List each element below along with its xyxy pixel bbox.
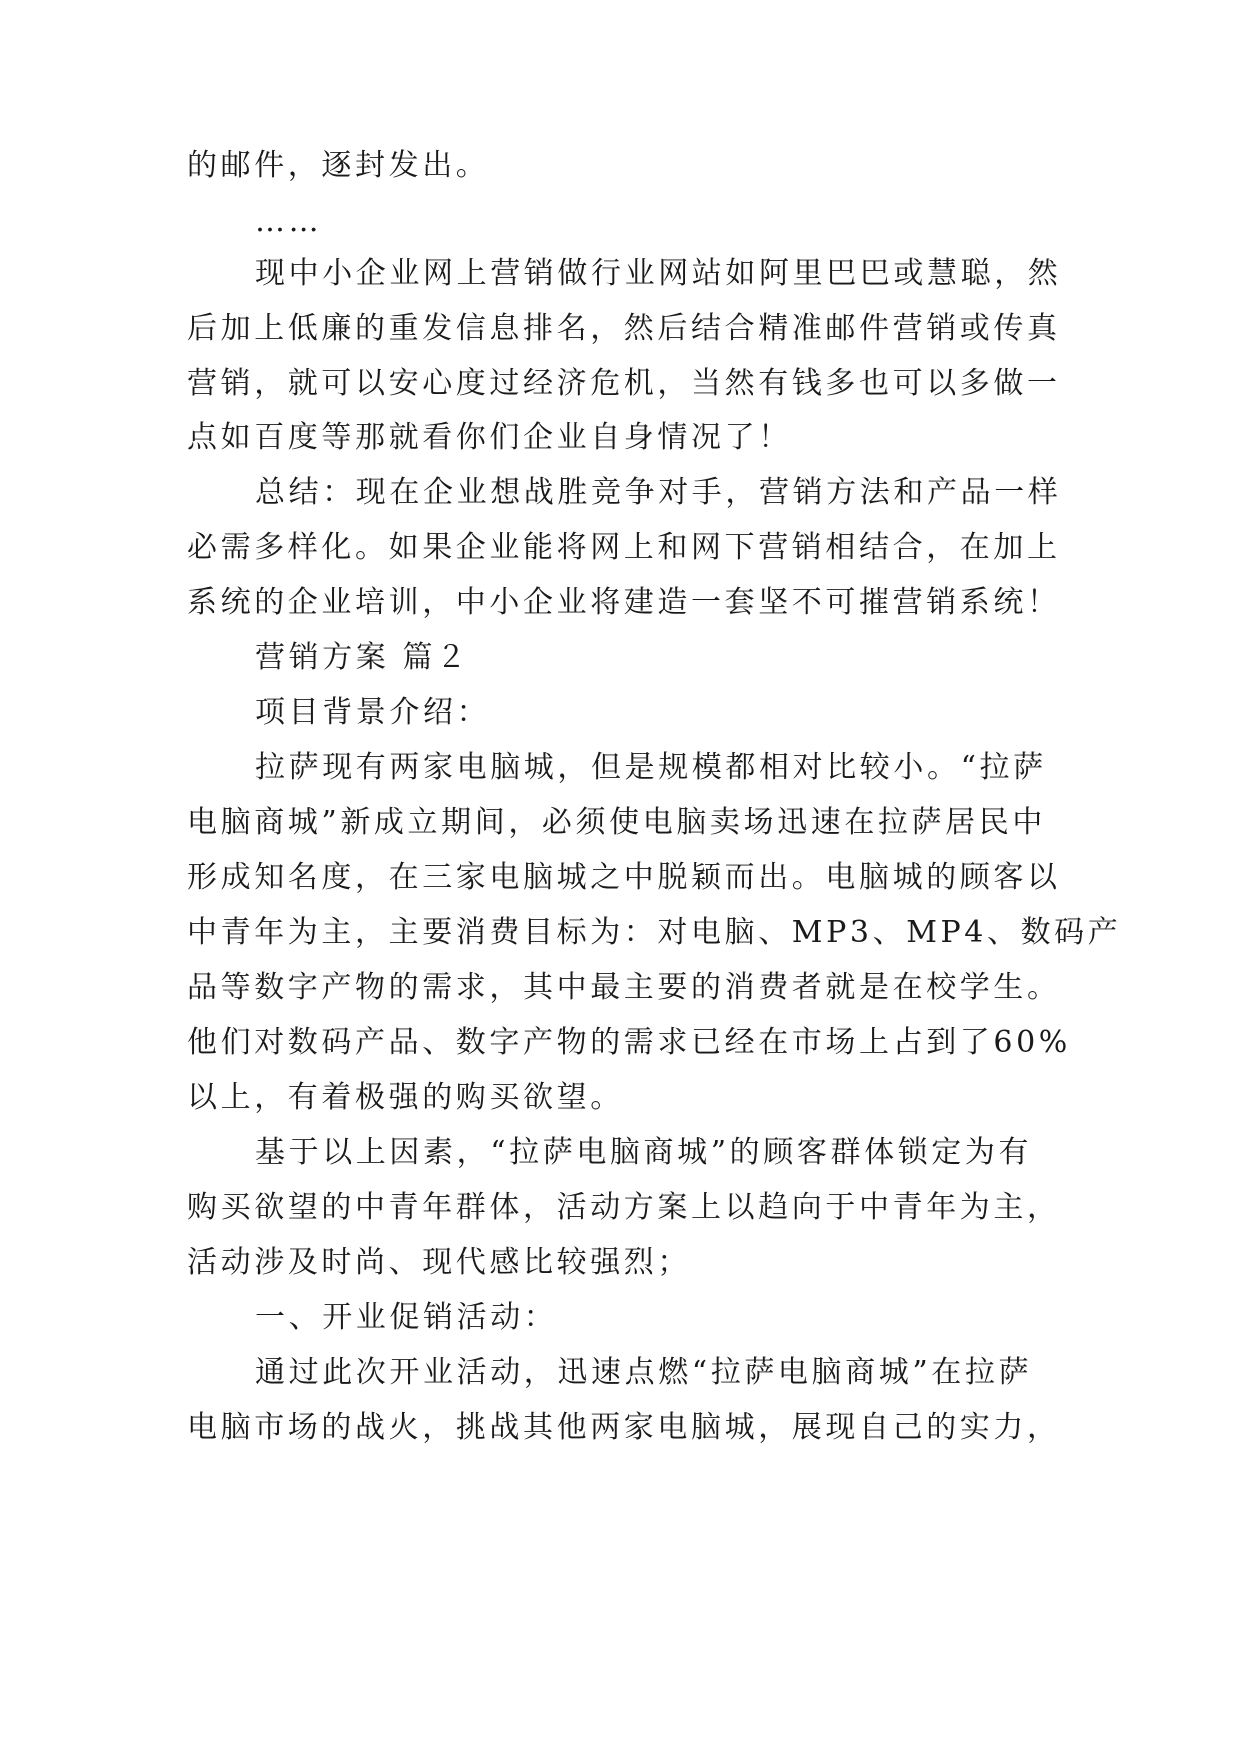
list-heading: 一、开业促销活动： — [255, 1300, 558, 1335]
section-heading: 营销方案 篇２ — [255, 640, 470, 675]
text-line: 总结：现在企业想战胜竞争对手，营销方法和产品一样 — [255, 475, 1062, 510]
text-line: 必需多样化。如果企业能将网上和网下营销相结合，在加上 — [187, 530, 1061, 565]
text-line: 的邮件，逐封发出。 — [187, 148, 490, 183]
text-line: 活动涉及时尚、现代感比较强烈； — [187, 1245, 691, 1280]
text-line: 基于以上因素，“拉萨电脑商城”的顾客群体锁定为有 — [255, 1135, 1033, 1170]
subsection-heading: 项目背景介绍： — [255, 695, 491, 730]
text-line: 电脑商城”新成立期间，必须使电脑卖场迅速在拉萨居民中 — [187, 805, 1046, 840]
text-line: 系统的企业培训，中小企业将建造一套坚不可摧营销系统！ — [187, 585, 1061, 620]
text-line: 点如百度等那就看你们企业自身情况了！ — [187, 420, 792, 455]
text-line: 电脑市场的战火，挑战其他两家电脑城，展现自己的实力， — [187, 1410, 1061, 1445]
text-line: 拉萨现有两家电脑城，但是规模都相对比较小。“拉萨 — [255, 750, 1047, 785]
text-line: 现中小企业网上营销做行业网站如阿里巴巴或慧聪，然 — [255, 256, 1062, 291]
text-line: 购买欲望的中青年群体，活动方案上以趋向于中青年为主， — [187, 1190, 1061, 1225]
text-line: 品等数字产物的需求，其中最主要的消费者就是在校学生。 — [187, 970, 1061, 1005]
text-line: 通过此次开业活动，迅速点燃“拉萨电脑商城”在拉萨 — [255, 1355, 1033, 1390]
text-line: 后加上低廉的重发信息排名，然后结合精准邮件营销或传真 — [187, 311, 1061, 346]
text-line: 中青年为主，主要消费目标为：对电脑、MP3、MP4、数码产 — [187, 915, 1122, 950]
text-line: 营销，就可以安心度过经济危机，当然有钱多也可以多做一 — [187, 366, 1061, 401]
text-line: 以上，有着极强的购买欲望。 — [187, 1080, 624, 1115]
ellipsis-line: …… — [255, 204, 323, 239]
text-line: 形成知名度，在三家电脑城之中脱颖而出。电脑城的顾客以 — [187, 860, 1061, 895]
text-line: 他们对数码产品、数字产物的需求已经在市场上占到了60% — [187, 1025, 1071, 1060]
